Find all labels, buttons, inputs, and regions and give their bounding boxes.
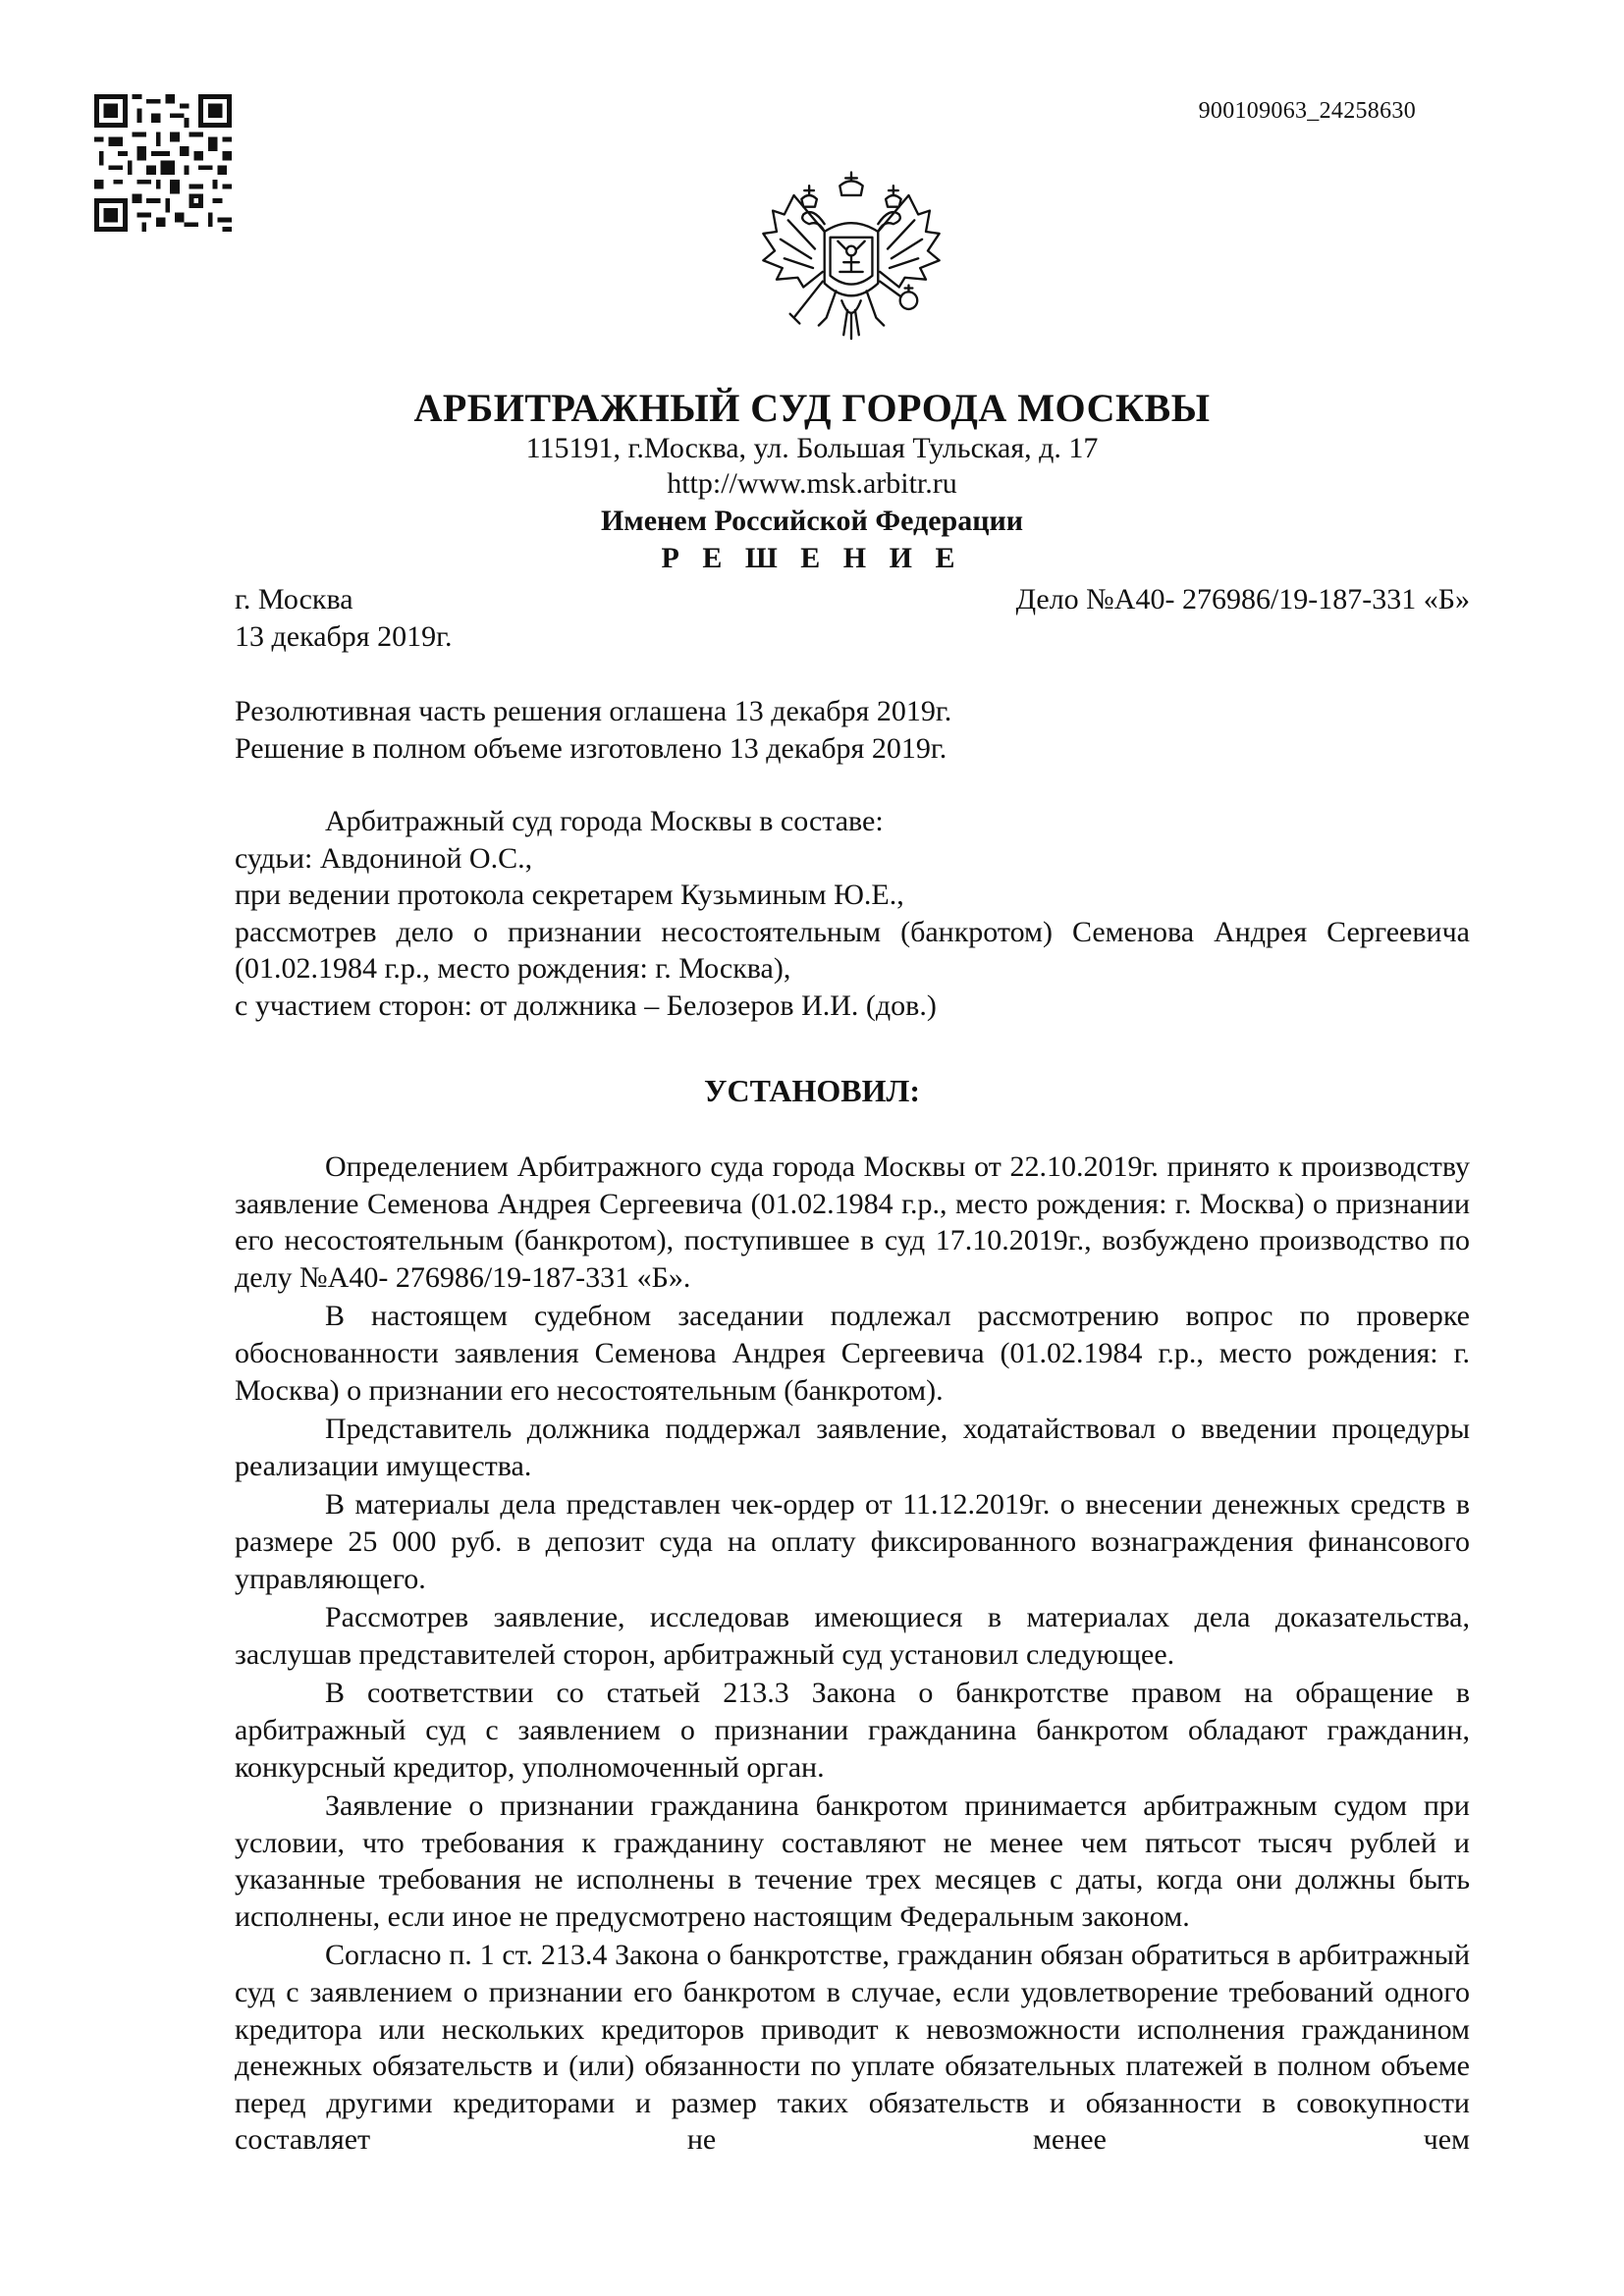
- established-heading: УСТАНОВИЛ:: [704, 1073, 920, 1108]
- composition-line: рассмотрев дело о признании несостоятельным (банкротом) Семенова Андрея Сергеевича (01.02.1984 г.р., место рождения: г. Москва),: [235, 915, 1470, 985]
- composition-line: с участием сторон: от должника – Белозеров И.И. (дов.): [235, 988, 937, 1022]
- paragraph: В настоящем судебном заседании подлежал рассмотрению вопрос по проверке обоснованности заявления Семенова Андрея Сергеевича (01.02.1984 г.р., место рождения: г. Москва) о признании его несостоятельным (банкротом).: [235, 1300, 1470, 1407]
- resolution-line: Решение в полном объеме изготовлено 13 декабря 2019г.: [235, 731, 947, 765]
- decision-title: Р Е Ш Е Н И Е: [661, 542, 963, 574]
- court-address: 115191, г.Москва, ул. Большая Тульская, д. 17: [525, 432, 1099, 464]
- decision-date: 13 декабря 2019г.: [235, 620, 453, 653]
- document-id: 900109063_24258630: [1198, 98, 1416, 124]
- paragraph: В соответствии со статьей 213.3 Закона о банкротстве правом на обращение в арбитражный суд с заявлением о признании гражданина банкротом обладают гражданин, конкурсный кредитор, уполномоченный орган.: [235, 1677, 1470, 1784]
- paragraph: Заявление о признании гражданина банкротом принимается арбитражным судом при условии, что требования к гражданину составляют не менее чем пятьсот тысяч рублей и указанные требования не исполнены в течение трех месяцев с даты, когда они должны быть исполнены, если иное не предусмотрено настоящим Федеральным законом.: [235, 1789, 1470, 1933]
- court-name: АРБИТРАЖНЫЙ СУД ГОРОДА МОСКВЫ: [413, 386, 1211, 430]
- paragraph: Рассмотрев заявление, исследовав имеющиеся в материалах дела доказательства, заслушав представителей сторон, арбитражный суд установил следующее.: [235, 1601, 1470, 1671]
- russian-coat-of-arms-icon: [755, 157, 947, 344]
- case-number: Дело №А40- 276986/19-187-331 «Б»: [1015, 583, 1470, 615]
- paragraph: Согласно п. 1 ст. 213.4 Закона о банкротстве, гражданин обязан обратиться в арбитражный суд с заявлением о признании его банкротом в случае, если удовлетворение требований одного кредитора или нескольких кредиторов приводит к невозможности исполнения гражданином денежных обязательств и (или) обязанности по уплате обязательных платежей в полном объеме перед другими кредиторами и размер таких обязательств и обязанности в совокупности составляет не менее чем: [235, 1939, 1470, 2157]
- resolution-line: Резолютивная часть решения оглашена 13 декабря 2019г.: [235, 695, 952, 727]
- paragraph: Представитель должника поддержал заявление, ходатайствовал о введении процедуры реализации имущества.: [235, 1413, 1470, 1482]
- composition-block: [235, 803, 1470, 1024]
- court-website: http://www.msk.arbitr.ru: [667, 467, 957, 500]
- qr-code-icon: [94, 94, 232, 232]
- city: г. Москва: [235, 583, 353, 615]
- composition-line: Арбитражный суд города Москвы в составе:: [325, 805, 884, 837]
- paragraph: Определением Арбитражного суда города Москвы от 22.10.2019г. принято к производству заявление Семенова Андрея Сергеевича (01.02.1984 г.р., место рождения: г. Москва) о признании его несостоятельным (банкротом), поступившее в суд 17.10.2019г., возбуждено производство по делу №А40- 276986/19-187-331 «Б».: [235, 1150, 1470, 1294]
- in-name-of-federation: Именем Российской Федерации: [600, 505, 1024, 537]
- body-text: [235, 1148, 1470, 2161]
- paragraph: В материалы дела представлен чек-ордер от 11.12.2019г. о внесении денежных средств в размере 25 000 руб. в депозит суда на оплату фиксированного вознаграждения финансового управляющего.: [235, 1488, 1470, 1595]
- resolution-block: [235, 693, 1470, 767]
- composition-line: судьи: Авдониной О.С.,: [235, 841, 533, 875]
- composition-line: при ведении протокола секретарем Кузьминым Ю.Е.,: [235, 879, 904, 911]
